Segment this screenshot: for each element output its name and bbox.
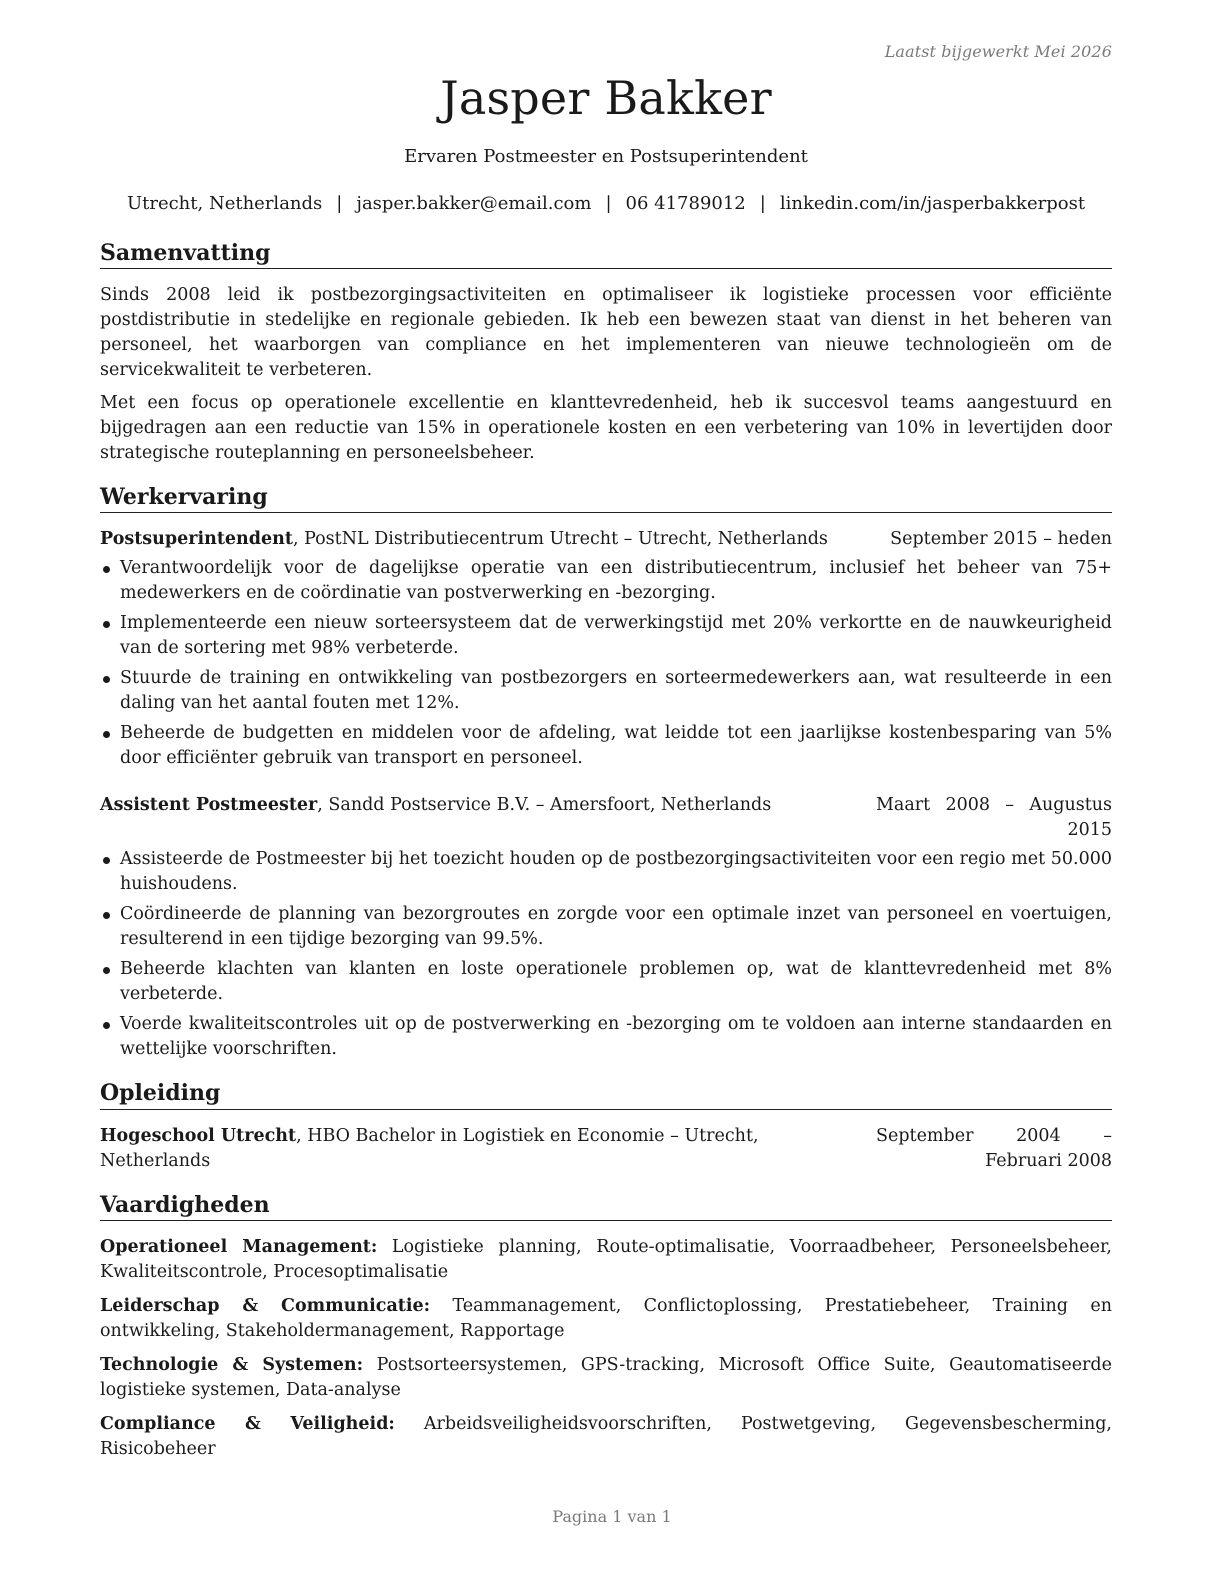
job-dates: September 2015 – heden <box>890 529 1112 550</box>
skill-line <box>100 1353 1112 1403</box>
contact-linkedin[interactable]: linkedin.com/in/jasperbakkerpost <box>779 192 1086 214</box>
bullet-icon <box>103 912 110 919</box>
bullet-icon <box>103 731 110 738</box>
job-bullets <box>100 556 1112 771</box>
contact-line <box>100 193 1112 214</box>
job-role: Postsuperintendent <box>100 529 293 550</box>
section-title-education: Opleiding <box>100 1080 1112 1109</box>
contact-phone: 06 41789012 <box>625 192 746 214</box>
contact-separator: | <box>605 192 612 214</box>
list-item: Beheerde klachten van klanten en loste operationele problemen op, wat de klanttevredenheid met 8% verbeterde. <box>100 957 1112 1007</box>
contact-location: Utrecht, Netherlands <box>126 192 323 214</box>
job-header <box>100 793 1112 843</box>
education-section <box>100 1080 1112 1173</box>
skills-section <box>100 1192 1112 1462</box>
job-dates: Maart 2008 – Augustus 2015 <box>876 795 1112 841</box>
skill-text: Arbeidsveiligheidsvoorschriften, Postwetgeving, Gegevensbescherming, Risicobeheer <box>100 1414 1112 1460</box>
list-item: Beheerde de budgetten en middelen voor de afdeling, wat leidde tot een jaarlijkse kostenbesparing van 5% door efficiënter gebruik van transport en personeel. <box>100 721 1112 771</box>
list-item: Coördineerde de planning van bezorgroutes en zorgde voor een optimale inzet van personeel en voertuigen, resulterend in een tijdige bezorging van 99.5%. <box>100 902 1112 952</box>
contact-separator: | <box>336 192 343 214</box>
skill-line <box>100 1294 1112 1344</box>
skill-line <box>100 1412 1112 1462</box>
education-details: , HBO Bachelor in Logistiek en Economie – Utrecht, Netherlands <box>100 1125 759 1171</box>
section-title-skills: Vaardigheden <box>100 1192 1112 1221</box>
bullet-icon <box>103 676 110 683</box>
section-title-summary: Samenvatting <box>100 240 1112 269</box>
experience-section <box>100 484 1112 1062</box>
summary-paragraph: Met een focus op operationele excellentie en klanttevredenheid, heb ik succesvol teams aangestuurd en bijgedragen aan een reductie van 15% in operationele kosten en een verbetering van 10% in levertijden door strategische routeplanning en personeelsbeheer. <box>100 392 1112 463</box>
list-item: Voerde kwaliteitscontroles uit op de postverwerking en -bezorging om te voldoen aan interne standaarden en wettelijke voorschriften. <box>100 1012 1112 1062</box>
bullet-icon <box>103 1022 110 1029</box>
bullet-icon <box>103 967 110 974</box>
bullet-icon <box>103 621 110 628</box>
job-role: Assistent Postmeester <box>100 795 318 816</box>
skill-text: Teammanagement, Conflictoplossing, Prestatiebeheer, Training en ontwikkeling, Stakeholdermanagement, Rapportage <box>100 1296 1112 1342</box>
job-entry <box>100 527 1112 771</box>
education-entry <box>100 1124 1112 1174</box>
section-title-experience: Werkervaring <box>100 484 1112 513</box>
skill-text: Logistieke planning, Route-optimalisatie, Voorraadbeheer, Personeelsbeheer, Kwaliteitscontrole, Procesoptimalisatie <box>100 1237 1112 1283</box>
education-school: Hogeschool Utrecht <box>100 1125 297 1146</box>
skill-text: Postsorteersystemen, GPS-tracking, Microsoft Office Suite, Geautomatiseerde logistieke systemen, Data-analyse <box>100 1355 1112 1401</box>
list-item: Implementeerde een nieuw sorteersysteem dat de verwerkingstijd met 20% verkortte en de nauwkeurigheid van de sortering met 98% verbeterde. <box>100 611 1112 661</box>
job-details: , Sandd Postservice B.V. – Amersfoort, Netherlands <box>317 795 772 816</box>
bullet-icon <box>103 566 110 573</box>
job-header <box>100 527 1112 552</box>
list-item: Assisteerde de Postmeester bij het toezicht houden op de postbezorgingsactiviteiten voor een regio met 50.000 huishoudens. <box>100 847 1112 897</box>
skill-label: Compliance & Veiligheid: <box>100 1414 395 1435</box>
education-dates: September 2004 – Februari 2008 <box>876 1125 1112 1171</box>
candidate-name: Jasper Bakker <box>440 71 772 125</box>
skill-label: Technologie & Systemen: <box>100 1355 364 1376</box>
skill-line <box>100 1235 1112 1285</box>
candidate-subtitle: Ervaren Postmeester en Postsuperintendent <box>404 145 808 167</box>
skill-label: Leiderschap & Communicatie: <box>100 1296 431 1317</box>
job-details: , PostNL Distributiecentrum Utrecht – Utrecht, Netherlands <box>292 529 828 550</box>
last-updated: Laatst bijgewerkt Mei 2026 <box>884 42 1112 61</box>
job-bullets <box>100 847 1112 1062</box>
contact-separator: | <box>759 192 766 214</box>
bullet-icon <box>103 857 110 864</box>
list-item: Verantwoordelijk voor de dagelijkse operatie van een distributiecentrum, inclusief het beheer van 75+ medewerkers en de coördinatie van postverwerking en -bezorging. <box>100 556 1112 606</box>
contact-email[interactable]: jasper.bakker@email.com <box>356 192 592 214</box>
list-item: Stuurde de training en ontwikkeling van postbezorgers en sorteermedewerkers aan, wat resulteerde in een daling van het aantal fouten met 12%. <box>100 666 1112 716</box>
job-entry <box>100 793 1112 1062</box>
skill-label: Operationeel Management: <box>100 1237 378 1258</box>
summary-paragraph: Sinds 2008 leid ik postbezorgingsactiviteiten en optimaliseer ik logistieke processen voor efficiënte postdistributie in stedelijke en regionale gebieden. Ik heb een bewezen staat van dienst in het beheren van personeel, het waarborgen van compliance en het implementeren van nieuwe technologieën om de servicekwaliteit te verbeteren. <box>100 284 1112 380</box>
summary-section <box>100 240 1112 466</box>
page-number: Pagina 1 van 1 <box>552 1507 672 1526</box>
